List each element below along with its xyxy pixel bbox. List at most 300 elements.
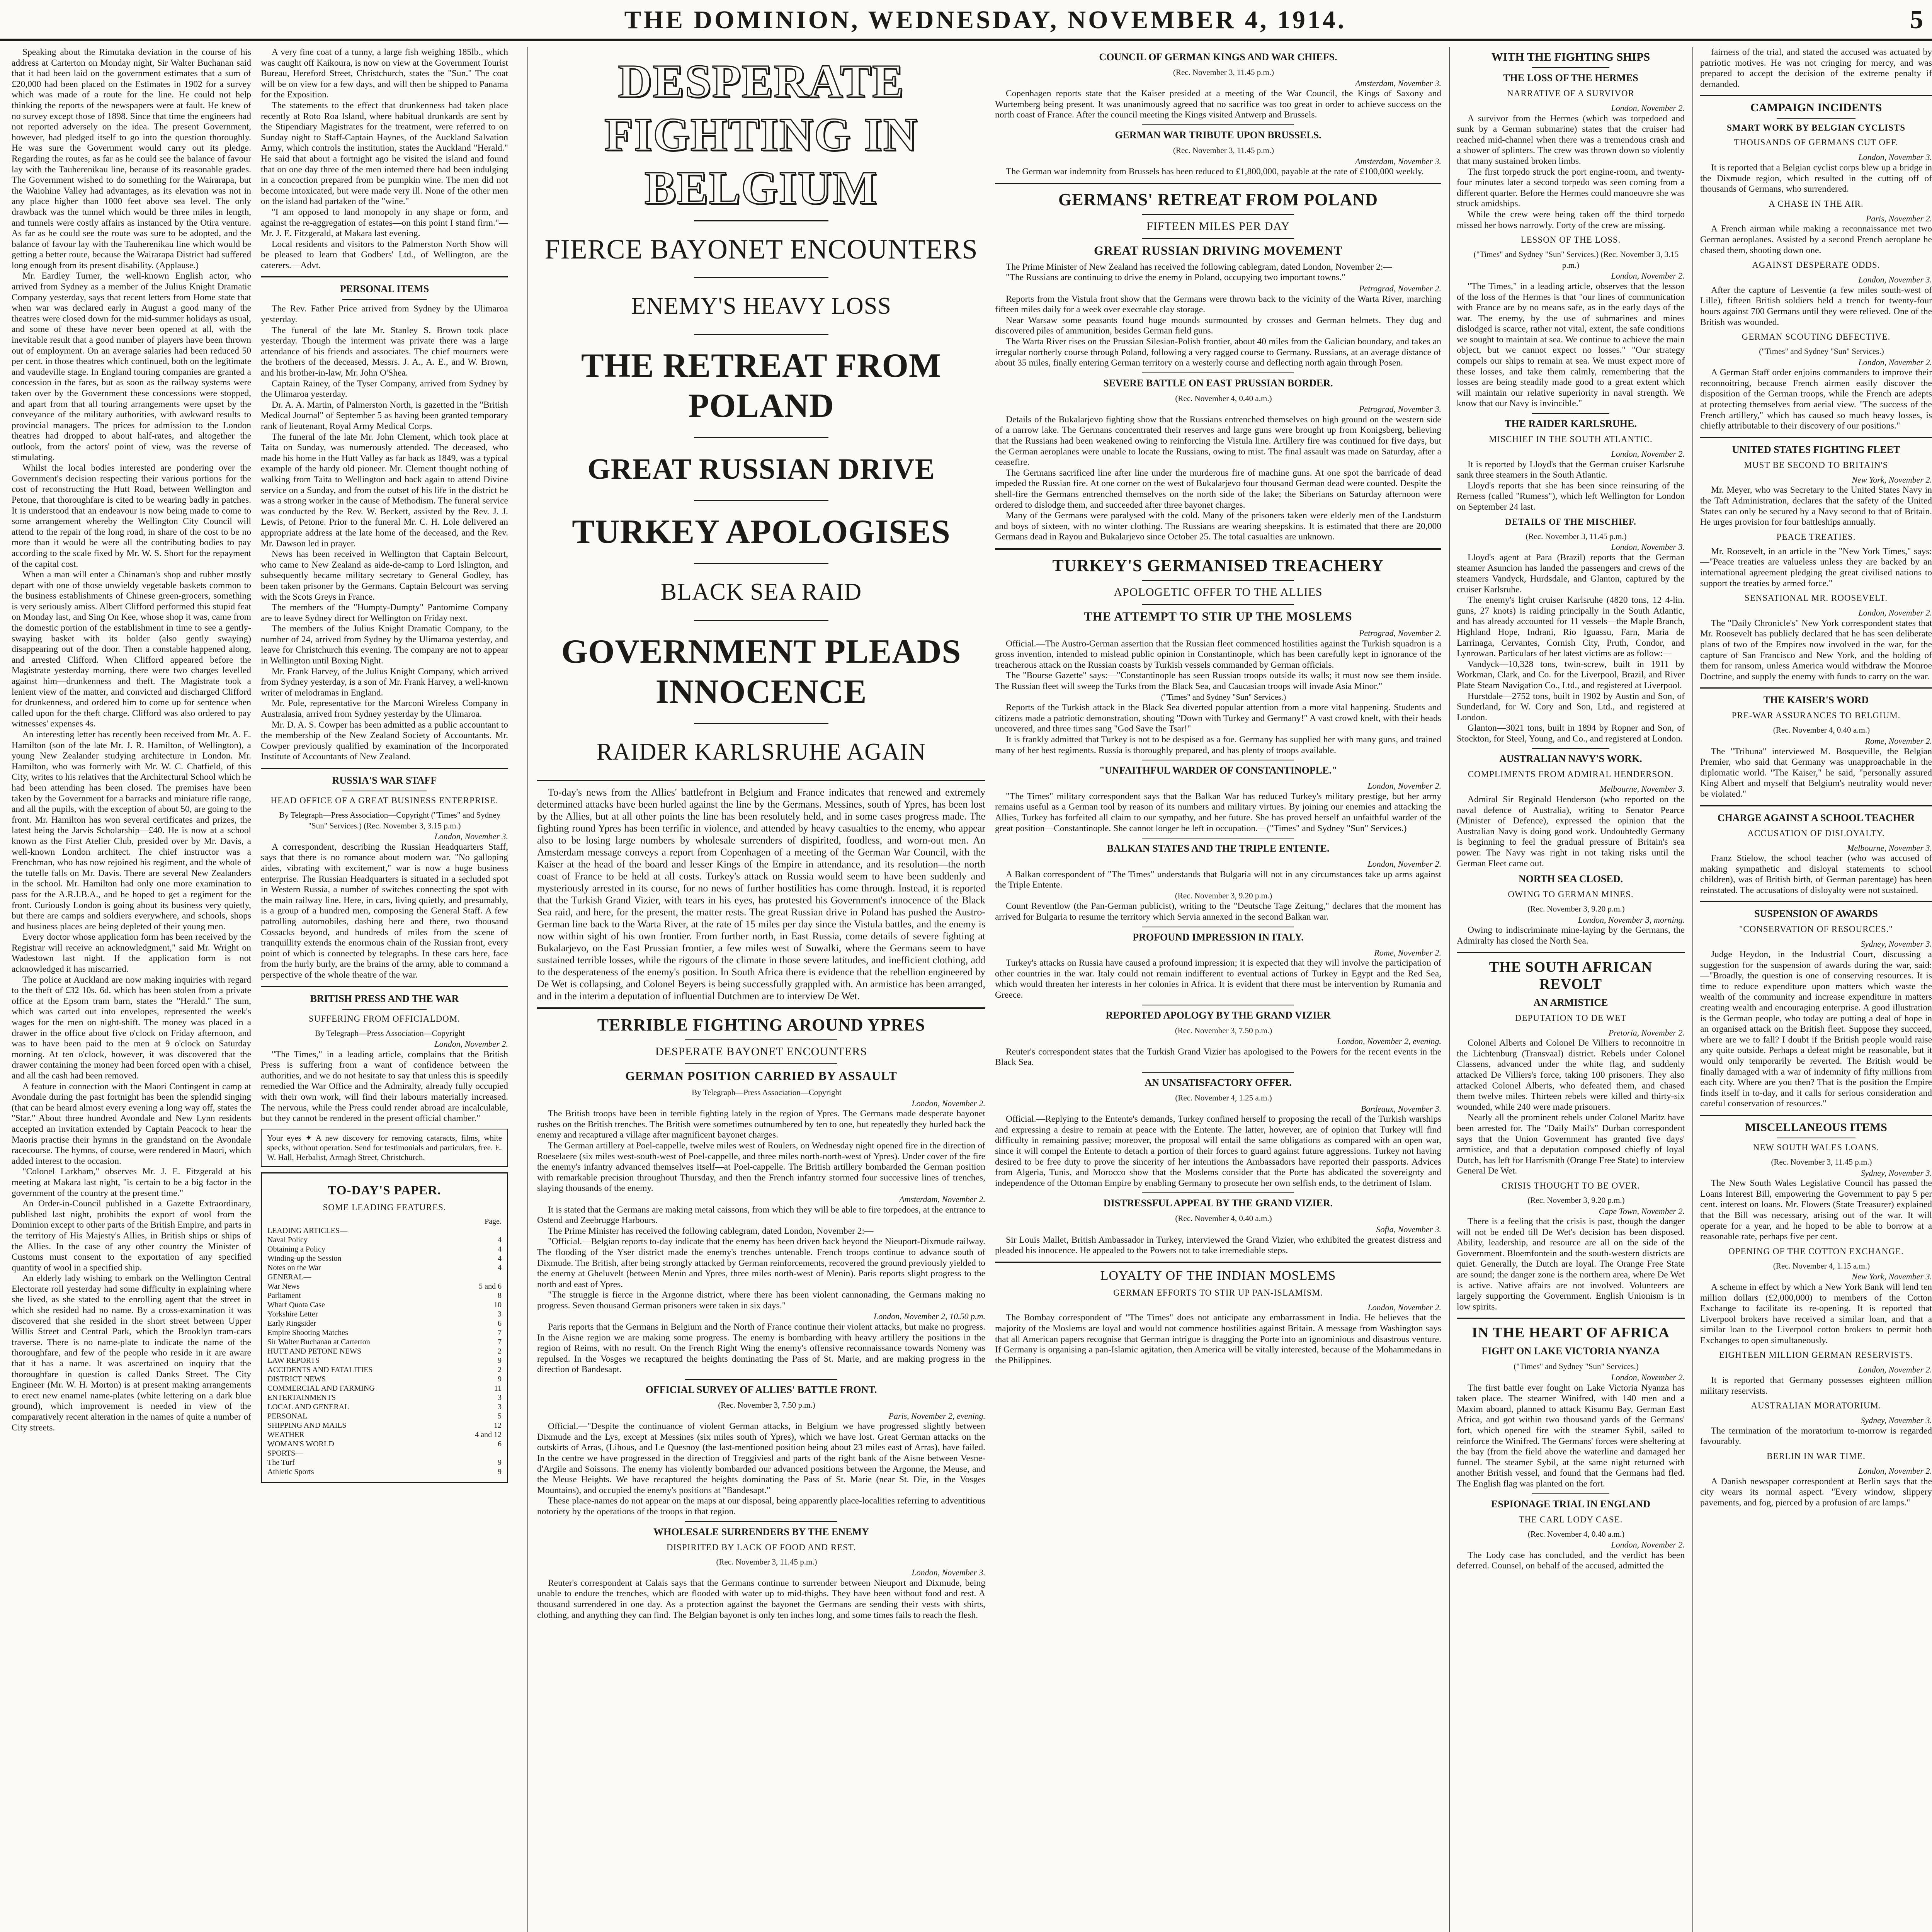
credit-line: ("Times" and Sydney "Sun" Services.) (1514, 1362, 1639, 1371)
paragraph: "The Times" military correspondent says that the Balkan War has reduced Turkey's military prestige, but her army remains useful as a German tool by reason of its numbers and military virtues. By joining our enemies and attacking the Allies, Turkey has forfeited all claim to our sympathy, and her future. She has proved herself an unfaithful warder of the great position—Constantinople. She cannot longer be left in occupation.—("Times" and Sydney "Sun" Services.) (995, 791, 1441, 833)
dateline: London, November 3. (1858, 152, 1932, 162)
column-rule (1692, 47, 1693, 1932)
credit-line: ("Times" and Sydney "Sun" Services.) (1759, 347, 1884, 356)
column-2 (261, 47, 508, 1932)
contents-row (267, 1337, 502, 1347)
deck-headline: RAIDER KARLSRUHE AGAIN (596, 739, 926, 765)
section-heading: CAMPAIGN INCIDENTS (1750, 101, 1882, 114)
paragraph: Official.—The Austro-German assertion that the Russian fleet commenced hostilities against the Turkish squadron is a gross invention, intended to mislead public opinion in Constantinople, which has been carefully kept in ignorance of the treacherous attack on the Russian coasts by Turkish vessels commanded by German officials. (995, 638, 1441, 670)
contents-label: Parliament (267, 1291, 301, 1300)
contents-label: PERSONAL (267, 1412, 308, 1420)
dateline: Rome, November 2. (1865, 736, 1932, 746)
paragraph: Owing to indiscriminate mine-laying by the Germans, the Admiralty has closed the North Sea. (1457, 925, 1685, 946)
contents-page: 2 (498, 1365, 502, 1374)
contents-row (267, 1402, 502, 1412)
article-heading: GERMANS' RETREAT FROM POLAND (1058, 190, 1378, 209)
article-heading: AUSTRALIAN NAVY'S WORK. (1499, 753, 1642, 765)
paragraph: An elderly lady wishing to embark on the Wellington Central Electorate roll yesterday had some difficulty in explaining where she lived, as she stated to the enrolling agent that the street in which she resided had no name. By a cross-examination it was discovered that she resided in the short street between Upper Willis Street and Central Park, which the Brooklyn tram-cars traverse. There is no name-plate to indicate the name of the thoroughfare, and few of the people who reside in it are aware that it has a name. It was ascertained on inquiry that the thoroughfare in question is called Danks Street. The City Engineer (Mr. W. H. Morton) is at present making arrangements to erect new enamel name-plates (white lettering on a dark blue ground), which improvement is needed in view of the comparatively recent alteration in the names of quite a number of City streets. (12, 1273, 251, 1433)
contents-page: 4 (498, 1263, 502, 1272)
deck-headline: TURKEY APOLOGISES (572, 513, 951, 551)
section-rule (1142, 1192, 1294, 1193)
article-heading: OFFICIAL SURVEY OF ALLIES' BATTLE FRONT. (645, 1384, 877, 1396)
article-subheading: AN ARMISTICE (1533, 997, 1608, 1008)
article-heading: SEVERE BATTLE ON EAST PRUSSIAN BORDER. (1103, 377, 1333, 389)
dateline: London, November 2. (1611, 449, 1685, 459)
column-rule (527, 47, 528, 1932)
paragraph: Details of the Bukalarjevo fighting show that the Russians entrenched themselves on high ground on the western side of a narrow lake. The Germans concentrated their reserves and large guns were brought up from Konigsberg, believing that the Russians had been weakened owing to reinforcing the Vistula line. Artillery fire was continued for five days, but the German aeroplanes were unable to locate the Russians, owing to mist. The final assault was made on Saturday, after a ceasefire. (995, 414, 1441, 468)
article-heading: LESSON OF THE LOSS. (1520, 235, 1621, 245)
dateline: London, November 2, 10.50 p.m. (873, 1311, 985, 1321)
paragraph: An interesting letter has recently been received from Mr. A. E. Hamilton (son of the late Mr. J. R. Hamilton, of Wellington), a young New Zealander studying architecture in London. Mr. Hamilton, who was formerly with Mr. W. C. Chatfield, of this City, writes to his relatives that the Architectural School which he had been attending has been closed. The premises have been taken by the Government for a barracks and miniature rifle range, and all the pupils, with the exception of about 50, are going to the front. Mr. Hamilton has won several certificates and prizes, the latest being the Jarvis Scholarship—£40. He is now at a school known as the First Atelier Club, presided over by Mr. Davis, a well-known London architect. The chief instructor was a Frenchman, who has now rejoined his regiment, and the whole of the tutelle falls on Mr. Davis. There are several New Zealanders in the school. Mr. Hamilton had only one more examination to pass for the A.R.I.B.A., and he hoped to get a regiment for the front. Curiously London is going about its business very quietly, but there are camps and soldiers everywhere, and schools, shops and business places are being depleted of their young men. (12, 730, 251, 932)
contents-row (267, 1347, 502, 1356)
paragraph: The German artillery at Poel-cappelle, twelve miles west of Roulers, on Wednesday night opened fire in the direction of Roeselaere (six miles west-south-west of Poel-cappelle, and three miles north-north-west of Ypres). Under cover of the fire the enemy's infantry advanced themselves itself—at Poel-cappelle. The British artillery bombarded the German position with remarkable precision throughout Thursday, and then the French infantry stormed four successive lines of trenches, slaying thousands of the enemy. (537, 1140, 985, 1194)
paragraph: A German Staff order enjoins commanders to improve their reconnoitring, because French airmen easily discover the disposition of the German troops, while the French are adepts at protecting themselves from aerial view. "The success of the French artillery," which has caused so much heavy losses, is chiefly attributable to their discovery of our positions." (1700, 367, 1932, 431)
contents-page: 4 and 12 (475, 1430, 502, 1439)
article-heading: "UNFAITHFUL WARDER OF CONSTANTINOPLE." (1099, 765, 1337, 776)
article-heading: BALKAN STATES AND THE TRIPLE ENTENTE. (1107, 843, 1330, 854)
contents-label: WEATHER (267, 1430, 304, 1439)
dateline: Sydney, November 3. (1861, 939, 1932, 949)
article-subheading: THE CARL LODY CASE. (1519, 1514, 1623, 1524)
paragraph: It is reported that a Belgian cyclist corps blew up a bridge in the Dixmude region, which resulted in the cutting off of thousands of Germans, who surrendered. (1700, 162, 1932, 194)
contents-row (267, 1374, 502, 1384)
article-heading: THE LOSS OF THE HERMES (1503, 72, 1638, 83)
dateline: Melbourne, November 3. (1847, 843, 1932, 853)
contents-label: LOCAL AND GENERAL (267, 1402, 349, 1411)
contents-label: Empire Shooting Matches (267, 1328, 348, 1337)
dateline: London, November 2, evening. (1337, 1036, 1441, 1046)
dateline: London, November 2. (434, 1039, 508, 1049)
received-line: (Rec. November 3, 11.45 p.m.) (716, 1557, 817, 1566)
paragraph: Glanton—3021 tons, built in 1894 by Ropner and Son, of Stockton, for Steel, Young, and Co., and registered at London. (1457, 723, 1685, 744)
contents-label: Naval Policy (267, 1235, 308, 1244)
contents-label: Yorkshire Letter (267, 1310, 318, 1318)
received-line: (Rec. November 4, 0.40 a.m.) (1773, 725, 1870, 735)
article-heading: WHOLESALE SURRENDERS BY THE ENEMY (653, 1526, 869, 1537)
article-heading: TERRIBLE FIGHTING AROUND YPRES (597, 1015, 925, 1034)
contents-label: Sir Walter Buchanan at Carterton (267, 1337, 370, 1346)
paragraph: The Prime Minister of New Zealand has received the following cablegram, dated London, November 2:— (1006, 262, 1392, 272)
dateline: London, November 3. (912, 1568, 985, 1578)
received-line: (Rec. November 3, 7.50 p.m.) (1175, 1026, 1272, 1035)
paragraph: Near Warsaw some peasants found huge mounds surmounted by crosses and German helmets. They dug and discovered piles of ammunition, besides German field guns. (995, 315, 1441, 336)
article-subheading: FIFTEEN MILES PER DAY (1146, 219, 1290, 233)
contents-row (267, 1235, 502, 1245)
paragraph: Lloyd's agent at Para (Brazil) reports that the German steamer Asuncion has landed the passengers and crews of the steamers Vandyck, Hurdsdale, and Glanton, captured by the cruiser Karlsruhe. (1457, 552, 1685, 595)
paragraph: Mr. Pole, representative for the Marconi Wireless Company in Australasia, arrived from Sydney yesterday by the Ulimaroa. (261, 698, 508, 719)
dateline: New York, November 2. (1852, 474, 1932, 485)
headline-rule (694, 277, 828, 278)
column-5 (1457, 47, 1685, 1932)
paragraph: The "Daily Chronicle's" New York correspondent states that Mr. Roosevelt has publicly declared that he has seen deliberate plans of two of the Empires now involved in the war, for the capture of San Francisco and New York, and the holding of them for ransom, unless America would withdraw the Monroe Doctrine, and supply the enemy with funds to carry on the war. (1700, 618, 1932, 682)
article-subheading: APOLOGETIC OFFER TO THE ALLIES (1114, 586, 1323, 599)
credit-line: ("Times" and Sydney "Sun" Services.) (Rec. November 3, 3.15 p.m.) (1473, 250, 1679, 270)
article-heading: UNITED STATES FIGHTING FLEET (1732, 444, 1900, 455)
contents-label: ENTERTAINMENTS (267, 1393, 336, 1402)
masthead-title: THE DOMINION, WEDNESDAY, NOVEMBER 4, 1914. (624, 6, 1347, 34)
paragraph: Mr. Eardley Turner, the well-known English actor, who arrived from Sydney as a member of the Julius Knight Dramatic Company yesterday, says that recent letters from Home state that when war was declared early in August a good many of the theatres were closed down for the mid-summer holidays as usual, and some of these have never been opened at all, with the inevitable result that a good number of players have been thrown out of employment. On an average salaries had been reduced 50 per cent. in those theatres which continued, both on the legitimate and vaudeville stage. In England touring companies are granted a concession in the fares, but as soon as the railway systems were taken over by the Government these concessions were stopped, and apart from that all touring arrangements were upset by the conveyance of the military authorities, with awkward results to provincial managers. The prices for admission to the London theatres had dropped to about half-rates, and altogether the outlook, from the actors' point of view, was the reverse of stimulating. (12, 271, 251, 463)
contents-row (267, 1384, 502, 1393)
contents-row (267, 1412, 502, 1421)
contents-row (267, 1226, 502, 1235)
credit-line: By Telegraph—Press Association—Copyright (315, 1028, 465, 1038)
paragraph: A very fine coat of a tunny, a large fish weighing 185lb., which was caught off Kaikoura, is now on view at the Government Tourist Bureau, Hereford Street, Christchurch, states the "Sun." The coat will be on view for a few days, and will then be shipped to Panama for the Exposition. (261, 47, 508, 100)
article-subheading: ACCUSATION OF DISLOYALTY. (1747, 828, 1885, 838)
contents-label: Winding-up the Session (267, 1254, 342, 1263)
paragraph: A survivor from the Hermes (which was torpedoed and sunk by a German submarine) states that the cruiser had reached mid-channel when there was a tremendous crash and a shower of splinters. The crew was thrown down so violently that many sustained broken limbs. (1457, 113, 1685, 166)
masthead (46, 7, 1924, 35)
deck-headline: GOVERNMENT PLEADS INNOCENCE (561, 633, 961, 711)
paragraph: The "Tribuna" interviewed M. Bosqueville, the Belgian Premier, who said that Germany was unapproachable in the diplomatic world. "The Kaiser," he said, "personally assured King Albert and myself that Belgium's neutrality would never be violated." (1700, 746, 1932, 799)
paragraph: It is reported that Germany possesses eighteen million military reservists. (1700, 1375, 1932, 1396)
subheading: SUFFERING FROM OFFICIALDOM. (309, 1014, 460, 1024)
article-heading: COUNCIL OF GERMAN KINGS AND WAR CHIEFS. (1099, 51, 1337, 63)
page-number: 5 (1910, 5, 1924, 34)
paragraph: Admiral Sir Reginald Henderson (who reported on the naval defence of Australia), writing to Senator Pearce (Minister of Defence), expressed the opinion that the Australian Navy is doing good work. Undoubtedly Germany is beginning to feel the gradual pressure of Britain's sea power. The Navy was right in not taking risks until the German Fleet came out. (1457, 794, 1685, 869)
dateline: Amsterdam, November 3. (1355, 78, 1441, 88)
paragraph: The British troops have been in terrible fighting lately in the region of Ypres. The Germans made desperate bayonet rushes on the British trenches. The British were sometimes outnumbered by ten to one, but repeatedly they hurled back the enemy and recaptured a village after magnificent bayonet charges. (537, 1109, 985, 1140)
paragraph: Speaking about the Rimutaka deviation in the course of his address at Carterton on Monday night, Sir Walter Buchanan said that it had been laid on the government estimates that a sum of £20,000 had been placed on the Estimates in 1902 for a survey which was made of a route for the line. He could not help thinking the reports of the newspapers were at fault. He knew of no survey except those of 1898. Since that time the engineers had not reported adversely on the idea. The present Government, however, had pledged itself to go into the question thoroughly. He was sure the Government would carry out its pledge. Regarding the routes, as far as he could see the balance of favour lay with the Tauherenikau line, because of its reasonable grades. The Government wished to do something for the Wairarapa, but the Waiohine Valley had advantages, as its elevation was not in any place higher than 1000 feet above sea level. The only drawback was the tunnel which would be three miles in length, and tunnels were costly affairs as instanced by the Otira venture. As far as he could see the route was sure to be adopted, and the balance of favour lay with the Tauherenikau line which would be getting a better route, because the Wairarapa District had suffered long enough from its present disability. (Applause.) (12, 47, 251, 270)
section-rule (685, 1521, 837, 1522)
section-rule (1700, 901, 1932, 902)
deck-headline: FIERCE BAYONET ENCOUNTERS (544, 234, 978, 265)
paragraph: The first torpedo struck the port engine-room, and twenty-four minutes later a second torpedo was seen coming from a different quarter. Before the Hermes could manoeuvre she was struck amidships. (1457, 167, 1685, 209)
heading-rule (1142, 238, 1294, 239)
dateline: London, November 3. (434, 832, 508, 842)
article-subheading: THE ATTEMPT TO STIR UP THE MOSLEMS (1084, 609, 1352, 623)
article-subheading: MUST BE SECOND TO BRITAIN'S (1744, 460, 1888, 470)
headline-rule (694, 723, 828, 724)
dateline: Pretoria, November 2. (1608, 1027, 1685, 1037)
article-heading: OPENING OF THE COTTON EXCHANGE. (1728, 1246, 1904, 1256)
article-heading: DETAILS OF THE MISCHIEF. (1505, 517, 1636, 527)
contents-page: 11 (494, 1384, 502, 1393)
paragraph: Mr. Meyer, who was Secretary to the United States Navy in the Taft Administration, declares that the safety of the United States can only be secured by a Navy second to that of Britain. He urges provision for four battleships annually. (1700, 485, 1932, 527)
paragraph: Whilst the local bodies interested are pondering over the Government's decision respecting their various portions for the cost of reconstructing the Hutt Road, between Wellington and Petone, that thoroughfare is cited to be wearing badly in patches. It is understood that an endeavour is now being made to come to some arrangement whereby the Wellington City Council will attend to the repair of the long road, in share of the cost to be no more than it would be were all the contributing bodies to pay according to the scale fixed by Mr. W. S. Short for the repayment of the capital cost. (12, 463, 251, 569)
credit-line: By Telegraph—Press Association—Copyright ("Times" and Sydney "Sun" Services.) (Rec. November 3, 3.15 p.m.) (279, 810, 501, 830)
paragraph: Hurstdale—2752 tons, built in 1902 by Austin and Son, of Sunderland, for W. Cory and Son, Ltd., and registered at London. (1457, 691, 1685, 723)
section-rule (1142, 1072, 1294, 1073)
paragraph: "I am opposed to land monopoly in any shape or form, and against the re-aggregation of estates—on this point I stand firm."—Mr. J. E. Fitzgerald, at Makara last evening. (261, 207, 508, 239)
contents-row (267, 1300, 502, 1310)
deck-headline: ENEMY'S HEAVY LOSS (631, 293, 891, 319)
dateline: London, November 2. (1611, 103, 1685, 113)
paragraph: The Bombay correspondent of "The Times" does not anticipate any embarrassment in India. He believes that the majority of the Moslems are loyal and would not commence hostilities against Britain. A message from Washington says that all American papers recognise that German intrigue is dragging the Porte into an ignominious and disastrous venture. If Germany is organising a pan-Islamic agitation, then America will be vitally interested, because of the Mohammedans in the Philippines. (995, 1313, 1441, 1366)
paragraph: It is frankly admitted that Turkey is not to be despised as a foe. Germany has supplied her with many guns, and trained many of her best regiments. Russia is thoroughly prepared, and has plenty of troops available. (995, 734, 1441, 755)
article-heading: BERLIN IN WAR TIME. (1767, 1451, 1866, 1461)
section-rule (1700, 437, 1932, 438)
contents-page: 4 (498, 1254, 502, 1263)
article-heading: SUSPENSION OF AWARDS (1754, 908, 1878, 920)
contents-label: Athletic Sports (267, 1467, 314, 1476)
paragraph: Captain Rainey, of the Tyser Company, arrived from Sydney by the Ulimaroa yesterday. (261, 378, 508, 400)
section-rule (537, 1007, 985, 1009)
received-line: (Rec. November 4, 0.40 a.m.) (1175, 393, 1272, 403)
contents-label: LEADING ARTICLES— (267, 1226, 348, 1235)
section-rule (995, 548, 1441, 550)
contents-row (267, 1319, 502, 1328)
section-rule (1532, 1493, 1610, 1494)
subheading: HEAD OFFICE OF A GREAT BUSINESS ENTERPRISE. (270, 796, 498, 805)
paragraph: fairness of the trial, and stated the accused was actuated by patriotic motives. He was not cringing for mercy, and was prepared to accept the decision of the extreme penalty if demanded. (1700, 47, 1932, 89)
article-subheading: MISCHIEF IN THE SOUTH ATLANTIC. (1489, 434, 1653, 444)
received-line: (Rec. November 3, 9.20 p.m.) (1175, 891, 1272, 900)
article-heading: A CHASE IN THE AIR. (1769, 199, 1864, 209)
column-1 (12, 47, 251, 1932)
contents-page: 9 (498, 1458, 502, 1467)
article-heading: DISTRESSFUL APPEAL BY THE GRAND VIZIER. (1103, 1197, 1333, 1209)
article-heading: SMART WORK BY BELGIAN CYCLISTS (1726, 123, 1906, 133)
paragraph: Copenhagen reports state that the Kaiser presided at a meeting of the War Council, the Kings of Saxony and Wurtemberg being present. It was unanimously agreed that no sacrifice was too great in order to achieve success on the north coast of France. After the council meeting the Kings visited Antwerp and Brussels. (995, 88, 1441, 120)
contents-list (267, 1226, 502, 1476)
dateline: London, November 2. (1611, 1372, 1685, 1383)
dateline: London, November 2. (1858, 608, 1932, 618)
section-rule (1700, 687, 1932, 689)
section-heading: PERSONAL ITEMS (340, 283, 429, 295)
paragraph: "Colonel Larkham," observes Mr. J. E. Fitzgerald at his meeting at Makara last night, "is certain to be a big factor in the government of the country at the present time." (12, 1167, 251, 1198)
headline-rule (694, 437, 828, 438)
dateline: London, November 2. (1367, 859, 1441, 869)
heading-rule (342, 299, 427, 300)
contents-label: Obtaining a Policy (267, 1245, 325, 1253)
article-subheading: FIGHT ON LAKE VICTORIA NYANZA (1481, 1345, 1660, 1357)
dateline: Amsterdam, November 2. (899, 1194, 985, 1204)
contents-label: COMMERCIAL AND FARMING (267, 1384, 375, 1393)
dateline: London, November 3, morning. (1578, 915, 1685, 925)
dateline: London, November 2. (1858, 1365, 1932, 1375)
paragraph: It is stated that the Germans are making metal caissons, from which they will be able to fire torpedoes, at the entrance to Ostend and Zeebrugge Harbours. (537, 1204, 985, 1226)
contents-row (267, 1328, 502, 1337)
received-line: (Rec. November 3, 7.50 p.m.) (718, 1400, 815, 1410)
dateline: London, November 3. (1611, 542, 1685, 552)
paragraph: While the crew were being taken off the third torpedo missed her bows narrowly. Forty of the crew are missing. (1457, 209, 1685, 230)
paragraph: The enemy's light cruiser Karlsruhe (4820 tons, 12 4-lin. guns, 27 knots) is raiding principally in the South Atlantic, and has already accounted for 11 vessels—the Maple Branch, Highland Hope, Indrani, Rio Iguassu, Farn, Maria de Larrinaga, Cervantes, Cornish City, Pruth, Condor, and Lynrowan. Particulars of her latest victims are as follow:— (1457, 595, 1685, 659)
article-heading: AN UNSATISFACTORY OFFER. (1145, 1077, 1292, 1088)
paragraph: Lloyd's reports that she has been since reinsuring of the Rerness (called "Rumess"), which left Wellington for London on September 24 last. (1457, 480, 1685, 512)
article-heading: GERMAN WAR TRIBUTE UPON BRUSSELS. (1115, 129, 1321, 141)
todays-paper-title: TO-DAY'S PAPER. (328, 1183, 441, 1197)
section-rule (685, 1379, 837, 1380)
contents-row (267, 1282, 502, 1291)
received-line: (Rec. November 4, 0.40 a.m.) (1527, 1529, 1625, 1539)
contents-page: 6 (498, 1439, 502, 1448)
paragraph: Reports from the Vistula front show that the Germans were thrown back to the vicinity of the Warta River, marching fifteen miles daily for a week over execrable clay storage. (995, 294, 1441, 315)
received-line: (Rec. November 3, 9.20 p.m.) (1527, 1195, 1625, 1205)
news-summary: To-day's news from the Allies' battlefront in Belgium and France indicates that renewed and extremely determined attacks have been hurled against the line by the Germans. Messines, south of Ypres, has been lost by the Allies, but at all other points the line has been resolutely held, and in some cases progress made. The fighting round Ypres has been terrific in violence, and attended by heavy casualties to the enemy, who appear also to be losing large numbers by wholesale surrenders of dispirited, foodless, and worn-out men. An Amsterdam message conveys a report from Copenhagen of a meeting of the German War Council, with the Kaiser at the head of the board and lesser Kings of the Empire in attendance, and its resolution—the north coast of France to be held at all costs. Turkey's attack on Russia would seem to have been suddenly and mysteriously arrested in its course, for no news of further hostilities has come through. Instead, it is reported that the Turkish Grand Vizier, with tears in his eyes, has protested his Government's innocence of the Black Sea raid, and here, for the present, the matter rests. The great Russian drive in Poland has pushed the Austro-German line back to the Warta River, at the rate of 15 miles per day since the Vistula battles, and the enemy is now within sight of his own frontier. From further north, in East Russia, come details of severe fighting at Bukalarjevo, on the East Prussian frontier, a few miles west of Suwalki, where the Germans seem to have sustained terrible losses, while the rigours of the climate in those severe latitudes, and inefficient clothing, add to the desperateness of the enemy's position. In South Africa there is evidence that the rebellion engineered by De Wet is collapsing, and Colonel Beyers is being successfully grappled with. An armistice has been arranged, and in the interim a deputation of influential Dutchmen are to interview De Wet. (537, 787, 985, 1002)
heading-rule (685, 1063, 837, 1064)
contents-page: 7 (498, 1328, 502, 1337)
column-3 (537, 47, 985, 1932)
paragraph: The Rev. Father Price arrived from Sydney by the Ulimaroa yesterday. (261, 304, 508, 325)
paragraph: Franz Stielow, the school teacher (who was accused of making sympathetic and disloyal statements to school children), was of British birth, of German parentage) has been reinstated. The accusations of disloyalty were not sustained. (1700, 853, 1932, 895)
paragraph: Local residents and visitors to the Palmerston North Show will be pleased to learn that Godbers' Ltd., of Wellington, are the caterers.—Advt. (261, 239, 508, 270)
paragraph: The Lody case has concluded, and the verdict has been deferred. Counsel, on behalf of the accused, admitted the (1457, 1550, 1685, 1571)
article-heading: PEACE TREATIES. (1776, 532, 1856, 542)
contents-label: War News (267, 1282, 300, 1291)
heading-rule (1142, 604, 1294, 605)
article-subheading: "CONSERVATION OF RESOURCES." (1739, 924, 1893, 934)
contents-label: Wharf Quota Case (267, 1300, 325, 1309)
paragraph: Mr. Frank Harvey, of the Julius Knight Company, which arrived from Sydney yesterday, is a son of Mr. Frank Harvey, a well-known writer of melodramas in England. (261, 666, 508, 698)
dateline: New York, November 3. (1852, 1272, 1932, 1282)
column-4 (995, 47, 1441, 1932)
paragraph: Turkey's attacks on Russia have caused a profound impression; it is expected that they will involve the participation of other countries in the war. Italy could not remain indifferent to eventual actions of Turkey in Egypt and the Red Sea, which would threaten her interests in her colonies in Africa. It is evident that there must be intervention by Rumania and Greece. (995, 958, 1441, 1000)
paragraph: Judge Heydon, in the Industrial Court, discussing a suggestion for the suspension of awards during the war, said:—"Broadly, the question is one of conserving resources. It is time to reduce expenditure upon matters which waste the wealth of the community and increase expenditure in matters creating wealth and encouraging enterprise. A good illustration is the German people, who today are putting a deal of hope in an organised attack on the British fleet. Suppose they succeed, where are we to fall? I doubt if the British people would raise any quite outside. Perhaps a defeat might be reasonable, but it would only temporarily be reverted. The British would be finally damaged with a war of indemnity of fifty millions from each city. Where are you then? That is the position the Empire finds itself in to-day, and it calls for serious consideration and careful conservation of resources." (1700, 949, 1932, 1109)
section-rule (1142, 124, 1294, 125)
section-rule (261, 276, 508, 277)
paragraph: Count Reventlow (the Pan-German publicist), writing to the "Deutsche Tage Zeitung," declares that the moment has arrived for Bulgaria to resume the territory which Servia annexed in the second Balkan war. (995, 901, 1441, 922)
section-rule (1532, 748, 1610, 749)
article-heading: AUSTRALIAN MORATORIUM. (1751, 1401, 1881, 1411)
contents-row (267, 1393, 502, 1402)
dateline: Sofia, November 3. (1376, 1224, 1441, 1234)
contents-row (267, 1439, 502, 1449)
contents-page-label: Page. (485, 1217, 502, 1226)
heading-rule (1777, 118, 1855, 119)
deck-headline: THE RETREAT FROM POLAND (581, 347, 941, 425)
contents-page: 3 (498, 1402, 502, 1411)
contents-row (267, 1365, 502, 1374)
paragraph: The Warta River rises on the Prussian Silesian-Polish frontier, about 40 miles from the Galician boundary, and takes an irregular northerly course through Poland, following a very ragged course to Germany. Russians, at an average distance of about 35 miles, finally entering German territory on a westerly course and deflecting north again through Posen. (995, 336, 1441, 368)
paragraph: Many of the Germans were paralysed with the cold. Many of the prisoners taken were elderly men of the Landsturm and boys of sixteen, with no winter clothing. The Russians are wearing sheepskins. It is estimated that there are 20,000 Germans dead in Rayou and Bukalarjevo since October 25. The total casualties are unknown. (995, 510, 1441, 542)
paragraph: The New South Wales Legislative Council has passed the Loans Interest Bill, empowering the Government to pay 5 per cent. interest on loans. Mr. Flowers (State Treasurer) explained that the Bill was necessary, arising out of the war. It will operate for a year, and he hoped to be able to borrow at a reasonable rate, perhaps five per cent. (1700, 1178, 1932, 1242)
article-subheading: THOUSANDS OF GERMANS CUT OFF. (1734, 138, 1898, 148)
section-rule (1457, 952, 1685, 953)
contents-label: Notes on the War (267, 1263, 321, 1272)
dateline: London, November 2. (1611, 271, 1685, 281)
received-line: (Rec. November 3, 11.45 p.m.) (1526, 531, 1627, 541)
contents-label: LAW REPORTS (267, 1356, 320, 1365)
contents-row (267, 1449, 502, 1458)
received-line: (Rec. November 3, 9.20 p.m.) (1527, 904, 1625, 914)
paragraph: Official.—"Despite the continuance of violent German attacks, in Belgium we have progressed slightly between Dixmude and the Lys, except at Messines (six miles south of Ypres), which we have lost. Great German attacks on the outskirts of Arras, (Lihous, and Le Quesnoy (the last-mentioned position being about 23 miles east of Arras), have failed. In the centre we have progressed in the direction of Treggiviesl and parts of the right bank of the Aisne between Vesne-d'Argile and Soissons. The enemy has violently bombarded our advanced positions between the Argonne, the Meuse, and the Meuse Heights. We have recaptured the heights dominating the Pass of St. Marie (near St. Die, in the Vosges Mountains), and occupied the enemy's positions at "Bandesapt." (537, 1421, 985, 1495)
contents-label: Early Ringsider (267, 1319, 316, 1328)
section-rule (1142, 372, 1294, 373)
dateline: Melbourne, November 3. (1600, 784, 1685, 794)
contents-page: 2 (498, 1347, 502, 1355)
paragraph: The funeral of the late Mr. Stanley S. Brown took place yesterday. Though the interment was private there was a large attendance of his friends and associates. The chief mourners were the brothers of the deceased, Messrs. J. A., A. E., and W. Brown, and his brother-in-law, Mr. John O'Shea. (261, 325, 508, 378)
dateline: London, November 2. (912, 1098, 985, 1108)
article-subheading: NARRATIVE OF A SURVIVOR (1507, 88, 1634, 98)
paragraph: Dr. A. A. Martin, of Palmerston North, is gazetted in the "British Medical Journal" of September 5 as having been granted temporary rank of lieutenant, Royal Army Medical Corps. (261, 400, 508, 431)
deck-headline: GREAT RUSSIAN DRIVE (587, 453, 935, 485)
article-heading: THE SOUTH AFRICAN REVOLT (1489, 959, 1653, 992)
dateline: London, November 2. (1611, 1540, 1685, 1550)
contents-page: 4 (498, 1235, 502, 1244)
headline-rule (694, 220, 828, 221)
dateline: Rome, November 2. (1374, 947, 1441, 957)
paragraph: News has been received in Wellington that Captain Belcourt, who came to New Zealand as aide-de-camp to Lord Islington, and subsequently became military secretary to General Godley, has been taken prisoner by the Germans. Captain Belcourt was serving with the Scots Greys in France. (261, 549, 508, 602)
contents-label: SPORTS— (267, 1449, 303, 1458)
paragraph: The statements to the effect that drunkenness had taken place recently at Roto Roa Island, where habitual drunkards are sent by the Stipendiary Magistrates for the treatment, were referred to on Sunday night to Staff-Captain Haynes, of the Auckland Salvation Army, which controls the institution, states the Auckland "Herald." He said that about a fortnight ago he visited the island and found that on one day three of the men interned there had been indulging in a concoction prepared from be pumpkin wine. The men did not become intoxicated, but were made very ill. None of the other men on the island had partaken of the "wine." (261, 100, 508, 207)
contents-page: 3 (498, 1310, 502, 1318)
heading-rule (685, 1039, 837, 1040)
heading-rule (1142, 214, 1294, 215)
masthead-rule (0, 39, 1932, 41)
paragraph: Mr. D. A. S. Cowper has been admitted as a public accountant to the membership of the New Zealand Society of Accountants. Mr. Cowper previously qualified by examination of the Incorporated Institute of Accountants of New Zealand. (261, 719, 508, 762)
paragraph: A scheme in effect by which a New York Bank will lend ten million dollars (£2,000,000) to members of the Cotton Exchange to facilitate its re-opening. It is reported that Liverpool brokers have received a similar loan, and that a similar loan to the Liverpool cotton brokers to permit both Exchanges to open simultaneously. (1700, 1282, 1932, 1345)
section-rule (1700, 1115, 1932, 1116)
received-line: (Rec. November 4, 1.15 a.m.) (1773, 1261, 1870, 1270)
paragraph: The members of the Julius Knight Dramatic Company, to the number of 24, arrived from Sydney by the Ulimaroa yesterday, and leave for Christchurch this evening. The company are not to appear in Wellington until Boxing Night. (261, 624, 508, 666)
article-heading: EIGHTEEN MILLION GERMAN RESERVISTS. (1719, 1350, 1913, 1360)
contents-page: 7 (498, 1337, 502, 1346)
contents-page: 9 (498, 1356, 502, 1365)
paragraph: After the capture of Lesventie (a few miles south-west of Lille), fifteen British soldiers held a trench for twenty-four hours against 700 Germans until they were relieved. One of the British was wounded. (1700, 285, 1932, 327)
paragraph: A French airman while making a reconnaissance met two German aeroplanes. Assisted by a second French aeroplane he chased them, shooting down one. (1700, 224, 1932, 255)
main-headline: DESPERATE FIGHTING IN BELGIUM (604, 55, 918, 214)
dateline: Petrograd, November 3. (1359, 404, 1441, 414)
contents-row (267, 1356, 502, 1365)
paragraph: The "Bourse Gazette" says:—"Constantinople has seen Russian troops outside its walls; it must now see them inside. The Russian fleet will sweep the Turks from the Black Sea, and Caucasian troops will invade Asia Minor." (995, 670, 1441, 691)
section-rule (261, 768, 508, 769)
contents-row (267, 1310, 502, 1319)
article-subheading: DISPIRITED BY LACK OF FOOD AND REST. (666, 1542, 856, 1552)
deck-headline: BLACK SEA RAID (660, 579, 862, 605)
dateline: Bordeaux, November 3. (1361, 1104, 1441, 1114)
dateline: Cape Town, November 2. (1599, 1206, 1685, 1216)
paragraph: "The struggle is fierce in the Argonne district, where there has been violent cannonading, the Germans making no progress. Seven thousand German prisoners were taken in six days." (537, 1290, 985, 1311)
article-heading: TURKEY'S GERMANISED TREACHERY (1052, 556, 1384, 575)
todays-paper-subtitle: SOME LEADING FEATURES. (323, 1202, 446, 1212)
paragraph: Mr. Roosevelt, in an article in the "New York Times," says:—"Peace treaties are valueless unless they are backed by an international agreement pledging the great civilised nations to support the treaties by armed force." (1700, 546, 1932, 588)
contents-page: 6 (498, 1319, 502, 1328)
contents-page: 5 and 6 (479, 1282, 502, 1291)
contents-header-row (267, 1217, 502, 1226)
section-rule (1457, 1318, 1685, 1319)
credit-line: ("Times" and Sydney "Sun" Services.) (1161, 692, 1286, 702)
paragraph: A Danish newspaper correspondent at Berlin says that the city wears its normal aspect. "Every window, slippery pavements, and fog, pierced by a profusion of arc lamps." (1700, 1476, 1932, 1508)
paragraph: A feature in connection with the Maori Contingent in camp at Avondale during the past fortnight has been the splendid singing (that can be heard almost every evening a long way off, states the "Star." About three hundred Avondale and New Lynn residents accepted an invitation extended by Captain Peacock to hear the Maoris practise their hymns in the grandstand on the Avondale racecourse. The hymns, of course, were rendered in Maori, which added interest to the occasion. (12, 1081, 251, 1166)
heading-rule (1532, 67, 1610, 68)
paragraph: The police at Auckland are now making inquiries with regard to the theft of £32 10s. 6d. which has been stolen from a private office at the Epsom tram barn, states the "Herald." The sum, which was carted out into envelopes, represented the week's wages for the men on night-shift. The money was placed in a drawer in the office about five o'clock on Friday afternoon, and was to have been paid to the men at 9 o'clock on Saturday morning. At ten o'clock, however, it was discovered that the drawer containing the money had been forced open with a chisel, and all the cash had been removed. (12, 975, 251, 1081)
paragraph: It is reported by Lloyd's that the German cruiser Karlsruhe sank three steamers in the South Atlantic. (1457, 459, 1685, 480)
credit-line: By Telegraph—Press Association—Copyright (692, 1088, 842, 1097)
dateline: London, November 2. (1367, 781, 1441, 791)
advertisement-text: Your eyes ✦ A new discovery for removing cataracts, films, white specks, without operation. Send for testimonials and particulars, free. E. W. Hall, Herbalist, Armagh Street, Christchurch. (267, 1133, 502, 1162)
article-subheading: COMPLIMENTS FROM ADMIRAL HENDERSON. (1468, 769, 1674, 779)
paragraph: Official.—Replying to the Entente's demands, Turkey confined herself to proposing the recall of the Turkish warships and expressing a desire to remain at peace with the Entente. The latter, however, are of opinion that Turkey will find difficulty in remaining passive; moreover, the proposal will entail the same obligations as compared with an open war, since it will compel the Entente to detach a portion of their forces to guard against future aggressions. Turkey not having desired to be free duty to prove the sincerity of her intentions the Ambassadors have reported their passports. Advices from Algeria, Tunis, and Morocco show that the Moslems consider that the Porte has abdicated the sovereignty and independence of the Ottoman Empire by enabling Germany to prosecute her own selfish ends, to the detriment of Islam. (995, 1114, 1441, 1188)
dateline: Sydney, November 3. (1861, 1168, 1932, 1178)
article-subheading: OWING TO GERMAN MINES. (1508, 889, 1634, 900)
headline-rule (694, 500, 828, 501)
article-heading: AGAINST DESPERATE ODDS. (1752, 260, 1880, 270)
article-heading: NORTH SEA CLOSED. (1519, 873, 1623, 885)
paragraph: A Balkan correspondent of "The Times" understands that Bulgaria will not in any circumstances take up arms against the Triple Entente. (995, 869, 1441, 890)
paragraph: Sir Louis Mallet, British Ambassador in Turkey, interviewed the Grand Vizier, who exhibited the greatest distress and pleaded his innocence. He appealed to the Powers not to take irremediable steps. (995, 1235, 1441, 1256)
paragraph: The first battle ever fought on Lake Victoria Nyanza has taken place. The steamer Winifred, with 140 men and a Maxim aboard, planned to attack Kisumu Bay, German East Africa, and got within two thousand yards of the Germans' fort, which opened fire with the steamer Sybil, sailed to reinforce the Winifred. The Germans' forces were sheltering at the bay (from the field above the waterline and damaged her funnel. The steamer Sybil, at the same night returned with another British vessel, and found that the Germans had fled. The English flag was planted on the fort. (1457, 1383, 1685, 1489)
dateline: Paris, November 2. (1866, 213, 1932, 223)
article-subheading: GREAT RUSSIAN DRIVING MOVEMENT (1094, 243, 1343, 257)
contents-row (267, 1458, 502, 1467)
paragraph: A correspondent, describing the Russian Headquarters Staff, says that there is no romance about modern war. "No galloping aides, vibrating with excitement," war is now a huge business enterprise. The Russian Headquarters is situated in a secluded spot in Western Russia, a number of switches connecting the spot with the main railway line. Here, in cars, living quietly, and presumably, is a group of a hundred men, composing the General Staff. A few patrolling automobiles, dashing here and there, two thousand Cossacks beyond, and hundreds of miles from the scene of tranquillity extends the enormous chain of the Russian front, every point of which is connected by telegraphs. In these cars here, face from the hurly burly, are the brains of the army, able to command a perspective of the whole theatre of the war. (261, 842, 508, 980)
dateline: Paris, November 2, evening. (888, 1411, 985, 1421)
received-line: (Rec. November 4, 0.40 a.m.) (1175, 1214, 1272, 1223)
paragraph: Colonel Alberts and Colonel De Villiers to reconnoitre in the Lichtenburg (Transvaal) district. Rebels under Colonel Classens, advanced under the white flag, and suddenly attacked De Villiers's force, taking 100 prisoners. They also attacked Colonel Alberts, who defeated them, and chased them twelve miles. Thirteen rebels were killed and thirty-six wounded, while 240 were made prisoners. (1457, 1038, 1685, 1112)
article-heading: GERMAN SCOUTING DEFECTIVE. (1742, 332, 1891, 342)
heading-rule (342, 1009, 427, 1010)
contents-page: 9 (498, 1467, 502, 1476)
section-rule (1700, 805, 1932, 806)
dateline: Amsterdam, November 3. (1355, 156, 1441, 166)
article-heading: ESPIONAGE TRIAL IN ENGLAND (1491, 1498, 1650, 1510)
paragraph: The funeral of the late Mr. John Clement, which took place at Taita on Sunday, was numerously attended. The deceased, who made his home in the Hutt Valley as far back as 1849, was a typical example of the hardy old pioneer. Mr. Clement thought nothing of walking from Taita to Wellington and back again to attend Divine service on a Sunday, and from the outset of his life in the district he was a strong worker in the cause of Methodism. The funeral service was conducted by the Rev. W. Beckett, assisted by the Rev. J. J. Lewis, of Petone. Prior to the funeral Mr. C. H. Lole delivered an appropriate address at the late home of the deceased, and the Rev. Mr. Dawson led in prayer. (261, 432, 508, 549)
contents-page: 12 (494, 1421, 502, 1430)
column-rule (1449, 47, 1450, 1932)
column-6 (1700, 47, 1932, 1932)
paragraph: The termination of the moratorium to-morrow is regarded favourably. (1700, 1425, 1932, 1447)
dateline: London, November 3. (1858, 275, 1932, 285)
